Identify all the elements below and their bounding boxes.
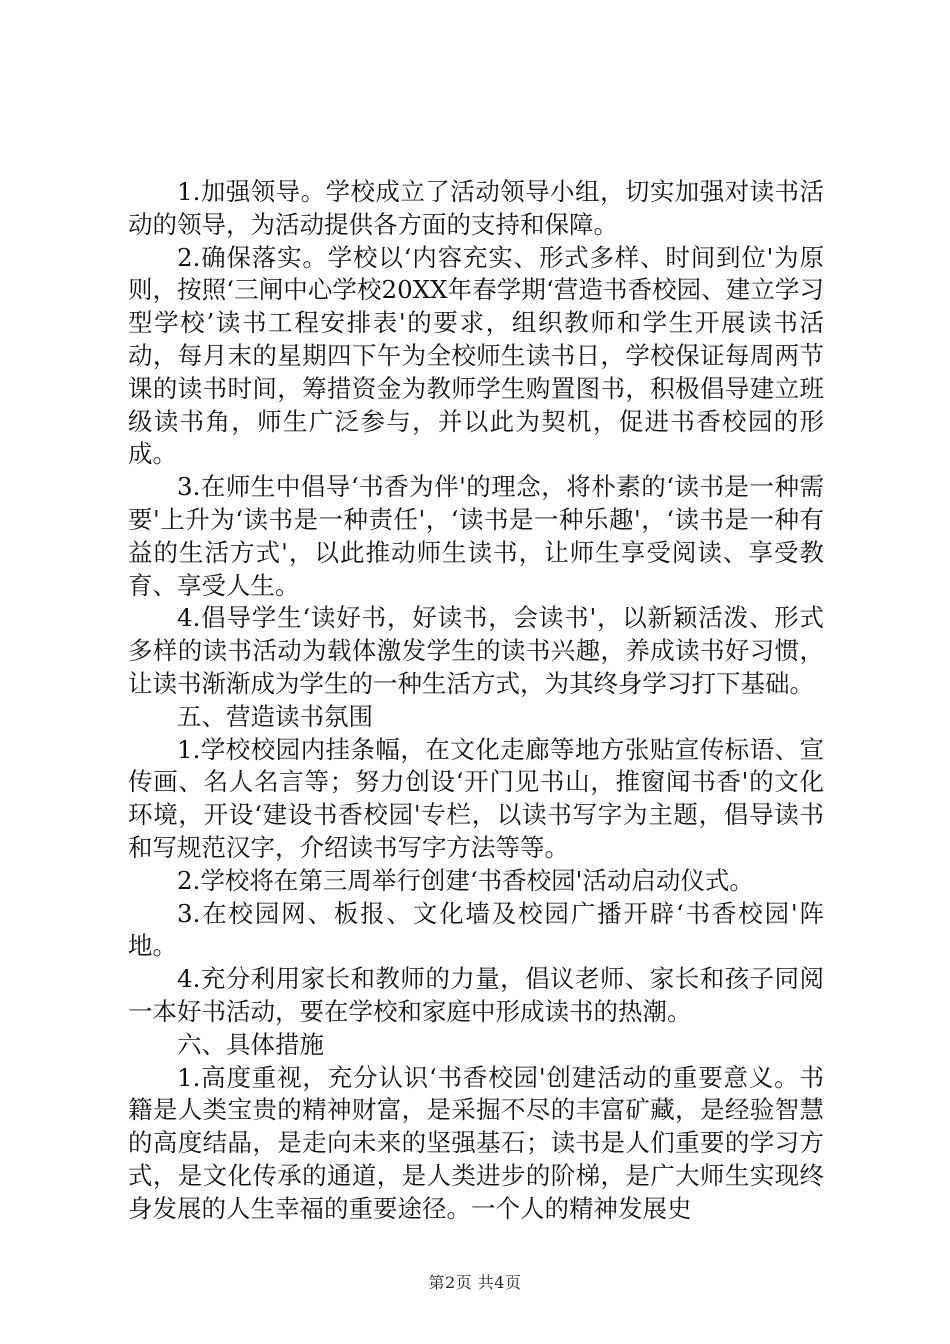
paragraph-advocate-teachers: 3.在师生中倡导‘书香为伴'的理念，将朴素的‘读书是一种需要'上升为‘读书是一种责任'，‘读书是一种乐趣'，‘读书是一种有益的生活方式'，以此推动师生读书，让师生享受阅读、享受教育、享受人生。: [128, 472, 824, 600]
document-body: [128, 176, 824, 1226]
paragraph-advocate-students: 4.倡导学生‘读好书，好读书，会读书'，以新颖活泼、形式多样的读书活动为载体激发学生的读书兴趣，养成读书好习惯，让读书渐渐成为学生的一种生活方式，为其终身学习打下基础。: [128, 603, 824, 698]
paragraph-campus-media: 3.在校园网、板报、文化墙及校园广播开辟‘书香校园'阵地。: [128, 898, 824, 961]
paragraph-launch-ceremony: 2.学校将在第三周举行创建‘书香校园'活动启动仪式。: [177, 865, 754, 895]
section-heading-measures: 六、具体措施: [177, 1029, 324, 1059]
paragraph-banners: 1.学校校园内挂条幅，在文化走廊等地方张贴宣传标语、宣传画、名人名言等；努力创设‘开门见书山，推窗闻书香'的文化环境，开设‘建设书香校园'专栏，以读书写字为主题，倡导读书和写规范汉字，介绍读书写字方法等等。: [128, 734, 824, 862]
page-footer: 第2页 共4页: [428, 1273, 522, 1292]
paragraph-importance: 1.高度重视，充分认识‘书香校园'创建活动的重要意义。书籍是人类宝贵的精神财富，是采掘不尽的丰富矿藏，是经验智慧的高度结晶，是走向未来的坚强基石；读书是人们重要的学习方式，是文化传承的通道，是人类进步的阶梯，是广大师生实现终身发展的人生幸福的重要途径。一个人的精神发展史: [128, 1062, 824, 1223]
section-heading-atmosphere: 五、营造读书氛围: [177, 701, 373, 731]
paragraph-parents: 4.充分利用家长和教师的力量，倡议老师、家长和孩子同阅一本好书活动，要在学校和家庭中形成读书的热潮。: [128, 964, 824, 1026]
paragraph-leadership: 1.加强领导。学校成立了活动领导小组，切实加强对读书活动的领导，为活动提供各方面的支持和保障。: [128, 177, 824, 239]
paragraph-implementation: 2.确保落实。学校以‘内容充实、形式多样、时间到位'为原则，按照‘三闸中心学校20XX年春学期‘营造书香校园、建立学习型学校’读书工程安排表'的要求，组织教师和学生开展读书活动，每月末的星期四下午为全校师生读书日，学校保证每周两节课的读书时间，筹措资金为教师学生购置图书，积极倡导建立班级读书角，师生广泛参与，并以此为契机，促进书香校园的形成。: [128, 242, 824, 469]
